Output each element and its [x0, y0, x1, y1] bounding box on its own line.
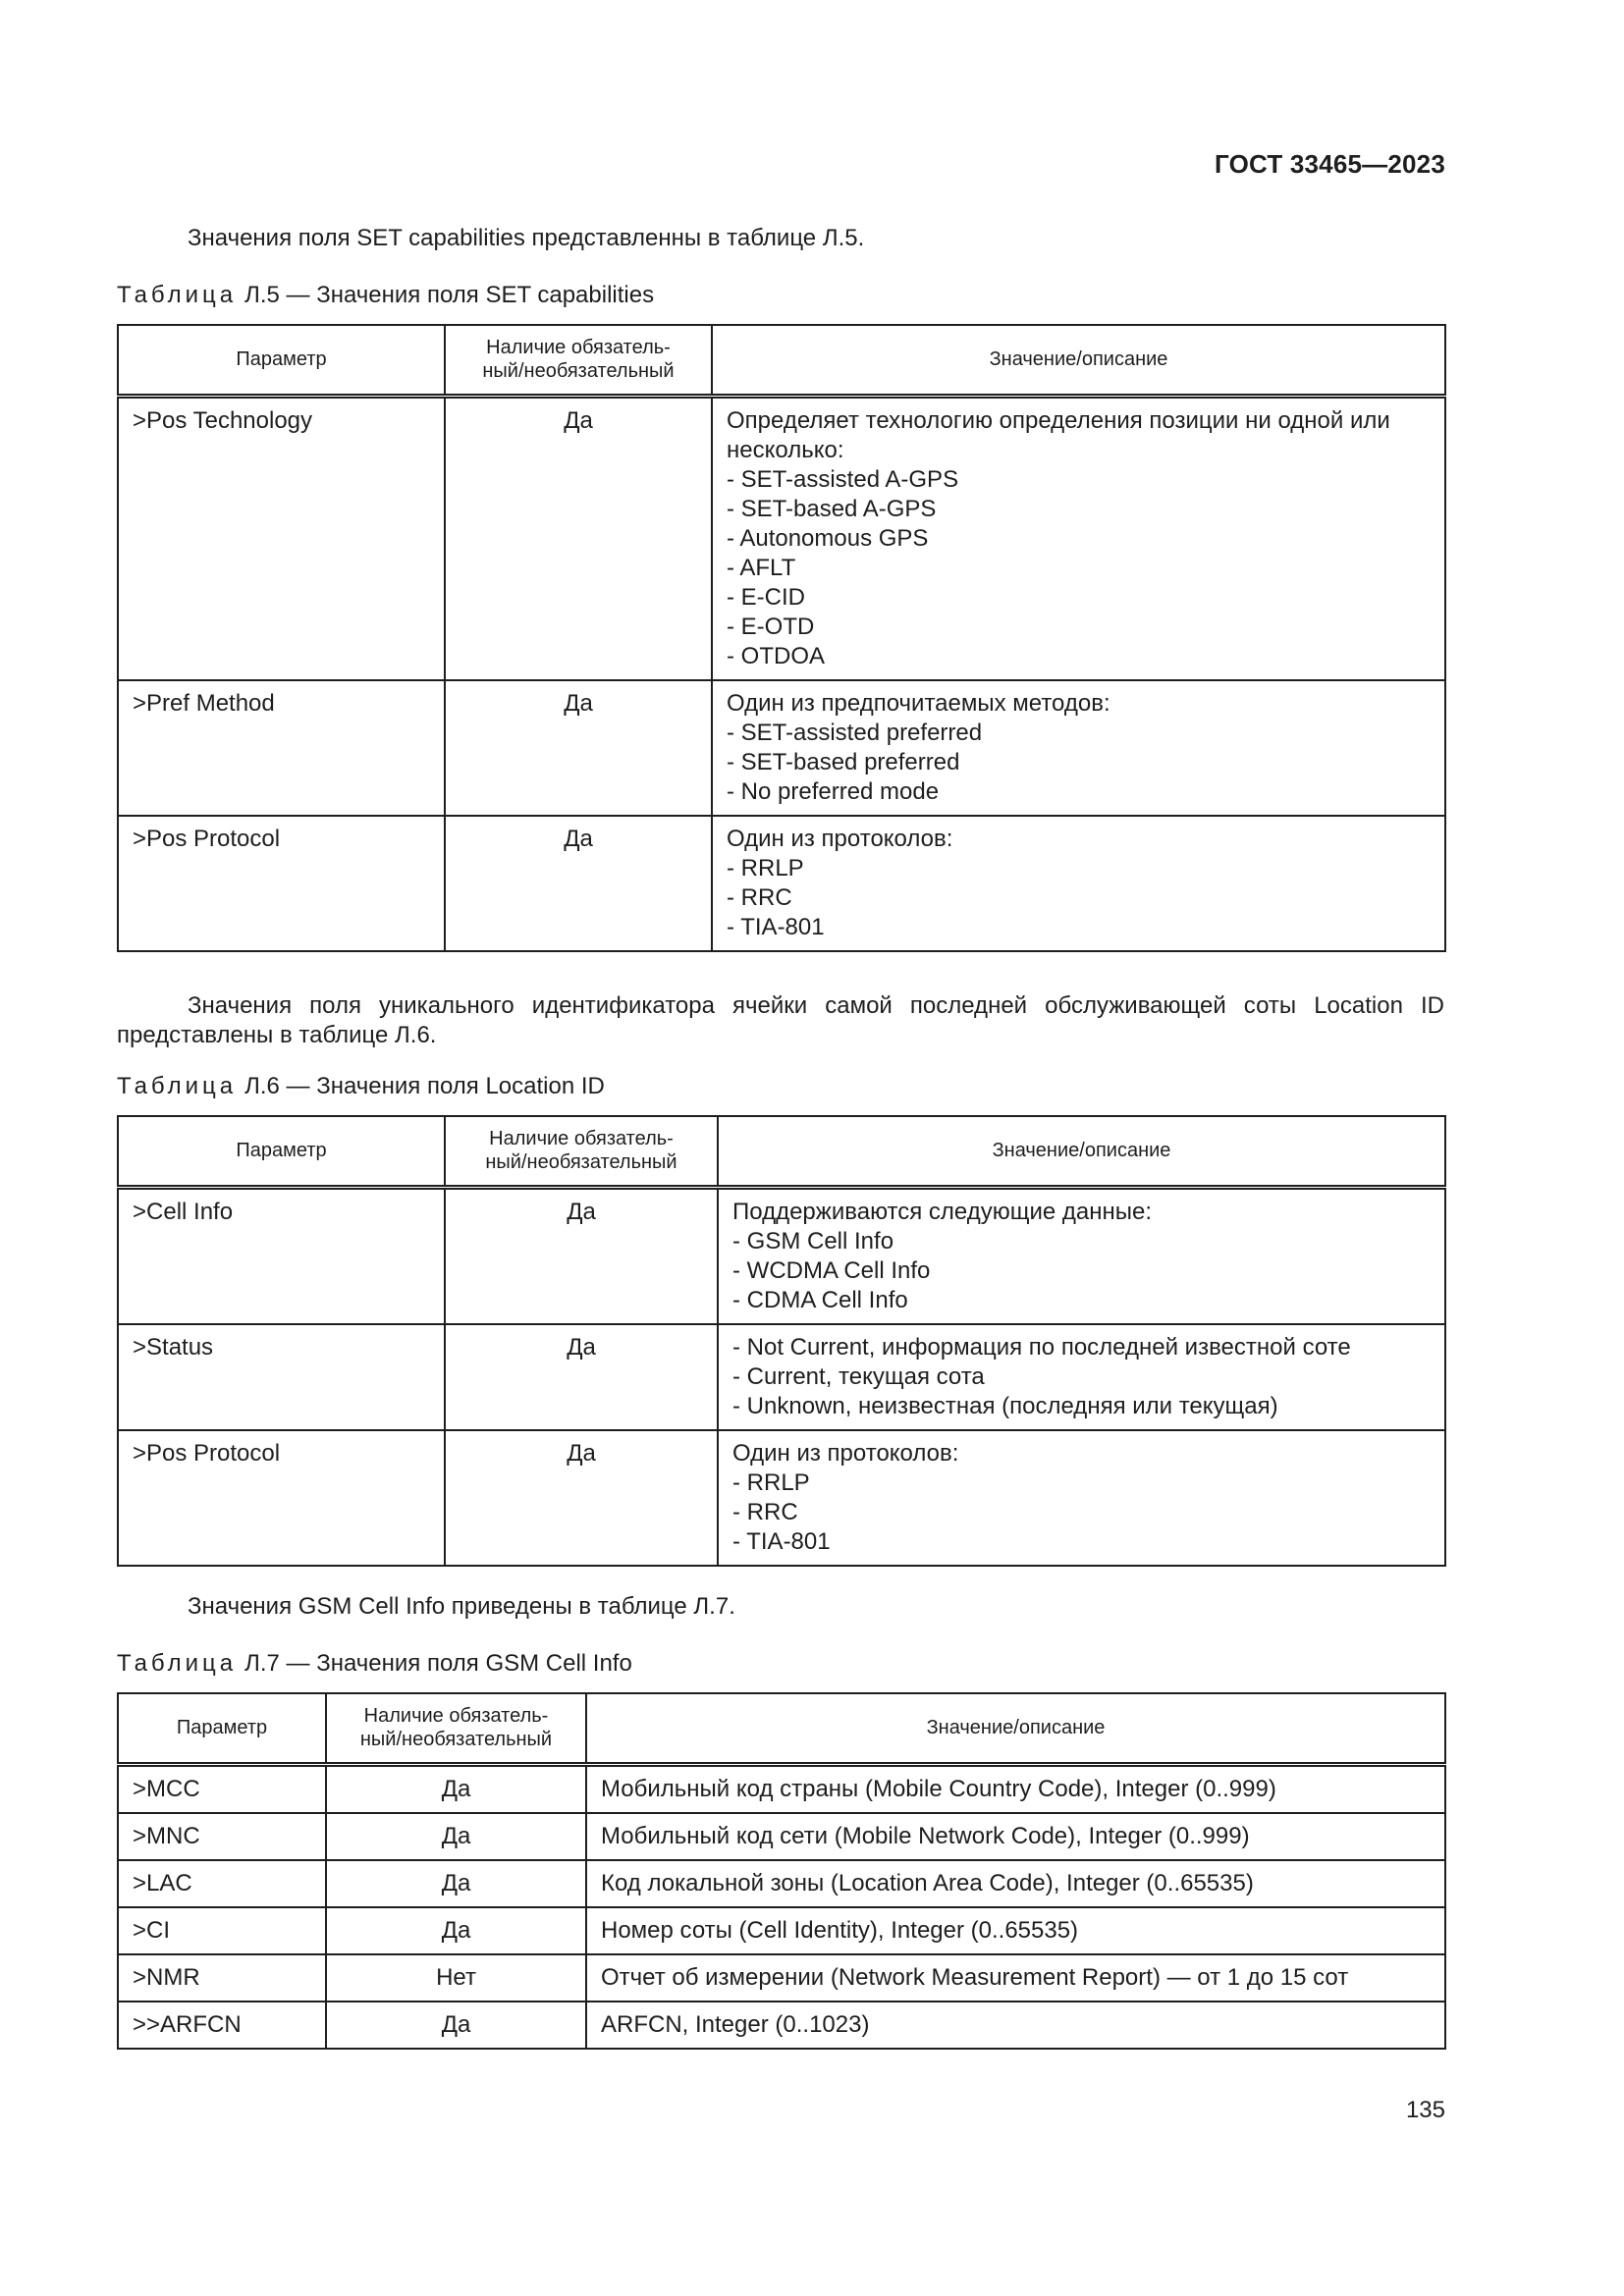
presence-cell: Нет [326, 1954, 586, 2002]
header-parameter: Параметр [118, 1693, 326, 1764]
caption-label: Таблица [117, 282, 238, 308]
header-value: Значение/описание [718, 1116, 1445, 1187]
header-value: Значение/описание [712, 325, 1445, 396]
paragraph-text: Значения поля SET capabilities представленны в таблице Л.5. [188, 225, 865, 251]
presence-cell: Да [445, 1430, 718, 1566]
paragraph-text: Значения поля уникального идентификатора ячейки самой последней обслуживающей соты Location ID представлены в таблице Л.6. [117, 992, 1444, 1048]
table-6 [117, 1115, 1446, 1567]
caption-label: Таблица [117, 1073, 238, 1099]
param-cell: >LAC [118, 1860, 326, 1907]
param-cell: >Pos Protocol [118, 1430, 445, 1566]
header-value: Значение/описание [586, 1693, 1445, 1764]
header-presence: Наличие обязатель- ный/необязательный [445, 1116, 718, 1187]
table7-caption [117, 1649, 632, 1679]
intro-paragraph-table5 [117, 224, 1444, 253]
table-row [118, 1907, 1445, 1954]
presence-cell: Да [326, 2002, 586, 2049]
param-cell: >NMR [118, 1954, 326, 2002]
paragraph-text: Значения GSM Cell Info приведены в таблице Л.7. [188, 1593, 735, 1620]
param-cell: >Status [118, 1324, 445, 1430]
presence-cell: Да [326, 1813, 586, 1860]
presence-cell: Да [326, 1764, 586, 1813]
param-cell: >Pos Protocol [118, 816, 445, 951]
table-header-row [118, 325, 1445, 396]
presence-cell: Да [445, 1324, 718, 1430]
param-cell: >>ARFCN [118, 2002, 326, 2049]
desc-cell: Определяет технологию определения позиции ни одной или несколько: - SET-assisted A-GPS - SET-based A-GPS - Autonomous GPS - AFLT - E-CID - E-OTD - OTDOA [712, 396, 1445, 680]
desc-cell: Один из протоколов: - RRLP - RRC - TIA-801 [712, 816, 1445, 951]
page-number: 135 [1405, 2097, 1445, 2123]
table-row [118, 1324, 1445, 1430]
param-cell: >MCC [118, 1764, 326, 1813]
header-presence: Наличие обязатель- ный/необязательный [326, 1693, 586, 1764]
intro-paragraph-table6 [117, 991, 1444, 1050]
param-cell: >Pref Method [118, 680, 445, 816]
table-row [118, 1430, 1445, 1566]
table-header-row [118, 1693, 1445, 1764]
table-row [118, 816, 1445, 951]
table-row [118, 1954, 1445, 2002]
desc-cell: Один из предпочитаемых методов: - SET-assisted preferred - SET-based preferred - No preferred mode [712, 680, 1445, 816]
presence-cell: Да [326, 1860, 586, 1907]
table-5 [117, 324, 1446, 952]
desc-cell: Мобильный код сети (Mobile Network Code), Integer (0..999) [586, 1813, 1445, 1860]
presence-cell: Да [445, 680, 712, 816]
presence-cell: Да [445, 816, 712, 951]
desc-cell: Один из протоколов: - RRLP - RRC - TIA-801 [718, 1430, 1445, 1566]
param-cell: >CI [118, 1907, 326, 1954]
table-row [118, 1813, 1445, 1860]
header-presence: Наличие обязатель- ный/необязательный [445, 325, 712, 396]
caption-title: Л.6 — Значения поля Location ID [244, 1073, 605, 1099]
table-row [118, 2002, 1445, 2049]
standard-code: ГОСТ 33465—2023 [1215, 149, 1445, 179]
table6-caption [117, 1072, 605, 1101]
param-cell: >Pos Technology [118, 396, 445, 680]
intro-paragraph-table7 [117, 1592, 1444, 1622]
table-header-row [118, 1116, 1445, 1187]
desc-cell: Мобильный код страны (Mobile Country Code), Integer (0..999) [586, 1764, 1445, 1813]
presence-cell: Да [445, 1187, 718, 1324]
header-parameter: Параметр [118, 325, 445, 396]
table5-caption [117, 281, 654, 310]
presence-cell: Да [445, 396, 712, 680]
table-row [118, 1860, 1445, 1907]
desc-cell: Отчет об измерении (Network Measurement Report) — от 1 до 15 сот [586, 1954, 1445, 2002]
table-row [118, 1187, 1445, 1324]
caption-label: Таблица [117, 1650, 238, 1677]
desc-cell: ARFCN, Integer (0..1023) [586, 2002, 1445, 2049]
param-cell: >Cell Info [118, 1187, 445, 1324]
desc-cell: - Not Current, информация по последней известной соте - Current, текущая сота - Unknown, неизвестная (последняя или текущая) [718, 1324, 1445, 1430]
caption-title: Л.7 — Значения поля GSM Cell Info [244, 1650, 632, 1677]
table-row [118, 1764, 1445, 1813]
table-7 [117, 1692, 1446, 2050]
desc-cell: Код локальной зоны (Location Area Code), Integer (0..65535) [586, 1860, 1445, 1907]
table-row [118, 680, 1445, 816]
table-row [118, 396, 1445, 680]
desc-cell: Поддерживаются следующие данные: - GSM Cell Info - WCDMA Cell Info - CDMA Cell Info [718, 1187, 1445, 1324]
header-parameter: Параметр [118, 1116, 445, 1187]
param-cell: >MNC [118, 1813, 326, 1860]
caption-title: Л.5 — Значения поля SET capabilities [244, 282, 655, 308]
presence-cell: Да [326, 1907, 586, 1954]
desc-cell: Номер соты (Cell Identity), Integer (0..65535) [586, 1907, 1445, 1954]
